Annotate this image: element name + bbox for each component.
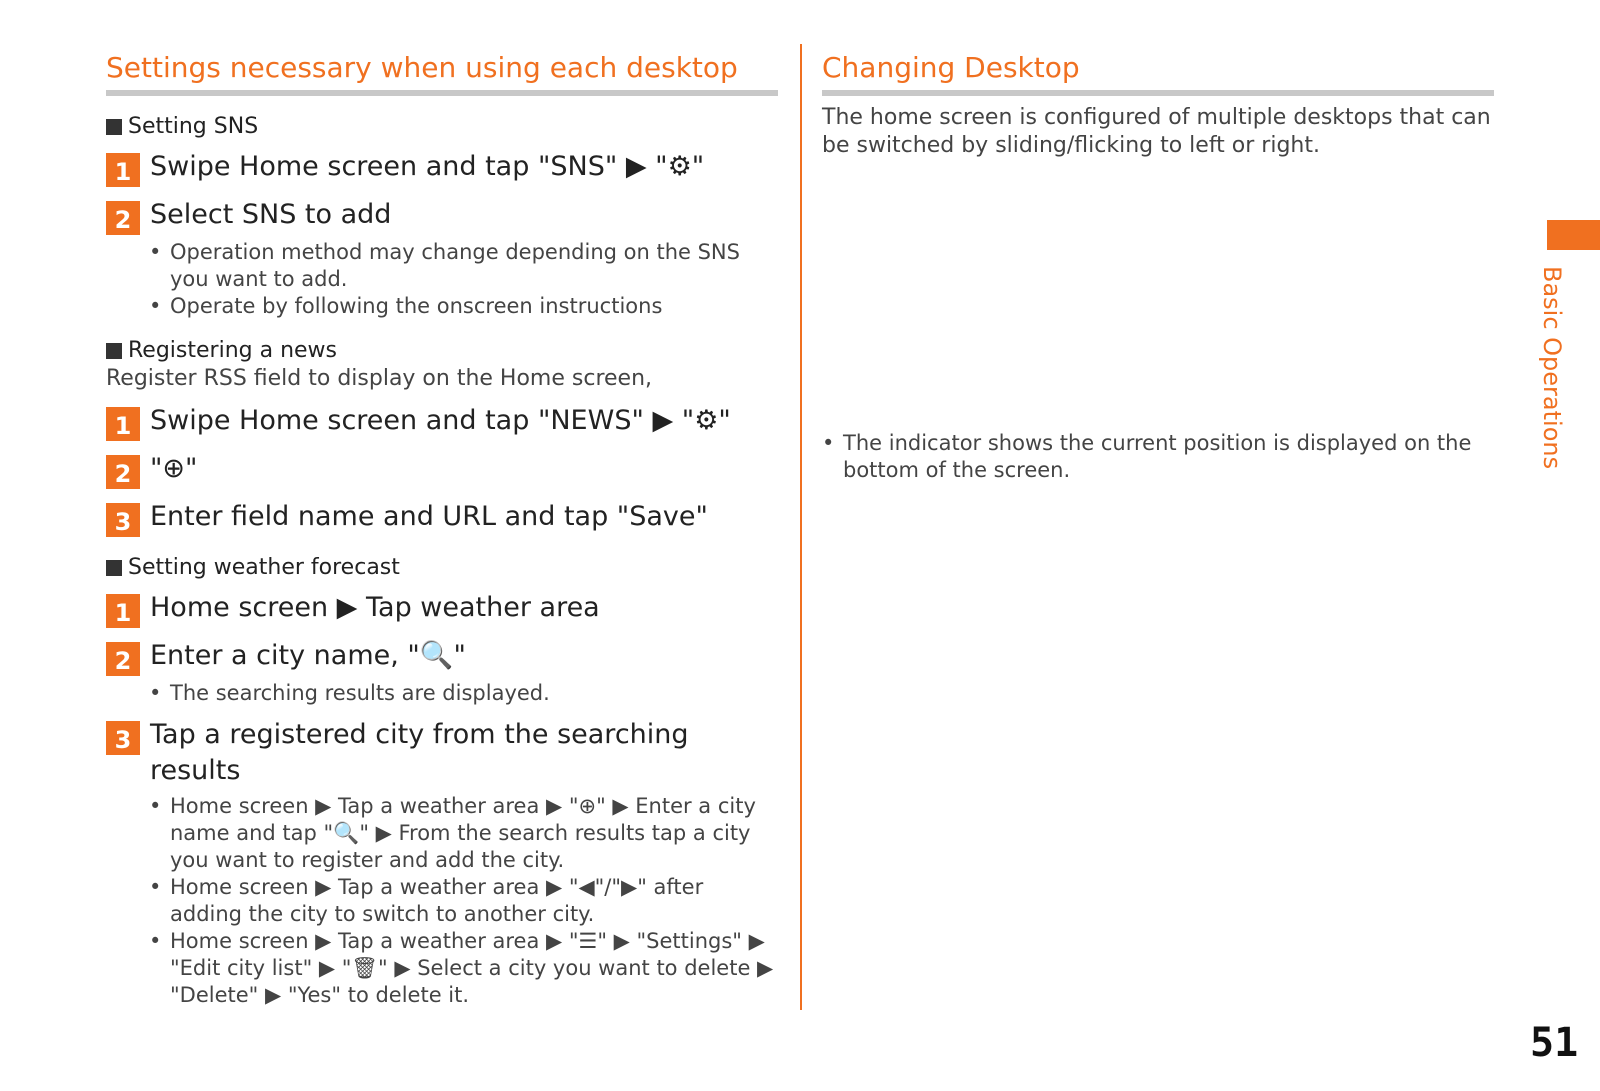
step-text: Enter field name and URL and tap "Save" xyxy=(150,501,708,532)
step-number: 3 xyxy=(106,503,140,537)
square-bullet-icon xyxy=(106,343,122,359)
subheading-news xyxy=(106,338,778,363)
step-text: Tap a registered city from the searching results xyxy=(150,719,689,786)
square-bullet-icon xyxy=(106,119,122,135)
step-number: 2 xyxy=(106,201,140,235)
list-item: • The indicator shows the current position is displayed on the bottom of the screen. xyxy=(822,430,1494,484)
square-bullet-icon xyxy=(106,560,122,576)
list-item: • Operate by following the onscreen instructions xyxy=(149,293,778,320)
subheading-sns xyxy=(106,114,778,139)
step-number: 2 xyxy=(106,455,140,489)
sns-step-1 xyxy=(106,149,778,187)
step-number: 3 xyxy=(106,721,140,755)
weather-step-2 xyxy=(106,638,778,676)
weather-step-3 xyxy=(106,717,778,789)
step-number: 2 xyxy=(106,642,140,676)
weather-step3-notes xyxy=(149,793,778,1009)
column-divider xyxy=(800,44,802,1010)
step-text: Select SNS to add xyxy=(150,199,392,230)
indicator-note xyxy=(822,430,1494,484)
step-number: 1 xyxy=(106,407,140,441)
sns-notes xyxy=(149,239,778,320)
weather-step-1 xyxy=(106,590,778,628)
step-number: 1 xyxy=(106,594,140,628)
sns-step-2 xyxy=(106,197,778,235)
weather-step2-notes xyxy=(149,680,778,707)
section-title-settings: Settings necessary when using each desktop xyxy=(106,48,778,96)
left-column xyxy=(106,48,778,1015)
list-item: • The searching results are displayed. xyxy=(149,680,778,707)
right-column xyxy=(822,48,1494,160)
news-step-1 xyxy=(106,403,778,441)
step-number: 1 xyxy=(106,153,140,187)
step-text: Swipe Home screen and tap "NEWS" ▶ "⚙" xyxy=(150,405,731,436)
news-step-3 xyxy=(106,499,778,537)
news-intro: Register RSS field to display on the Home screen, xyxy=(106,366,653,391)
chapter-label: Basic Operations xyxy=(1538,266,1566,470)
subheading-news-label: Registering a news xyxy=(128,338,337,363)
subheading-weather-label: Setting weather forecast xyxy=(128,555,400,580)
step-text: Enter a city name, "🔍" xyxy=(150,640,466,671)
changing-desktop-intro: The home screen is configured of multiple desktops that can be switched by sliding/flicking to left or right. xyxy=(822,105,1491,158)
list-item: • Home screen ▶ Tap a weather area ▶ "◀"/"▶" after adding the city to switch to another city. xyxy=(149,874,778,928)
step-text: Home screen ▶ Tap weather area xyxy=(150,592,600,623)
list-item: • Home screen ▶ Tap a weather area ▶ "⊕" ▶ Enter a city name and tap "🔍" ▶ From the search results tap a city you want to register and add the city. xyxy=(149,793,778,874)
step-text: "⊕" xyxy=(150,453,198,484)
list-item: • Operation method may change depending on the SNS you want to add. xyxy=(149,239,778,293)
chapter-tab-marker xyxy=(1547,220,1600,250)
section-title-changing-desktop: Changing Desktop xyxy=(822,48,1494,96)
page-number: 51 xyxy=(1530,1020,1579,1066)
step-text: Swipe Home screen and tap "SNS" ▶ "⚙" xyxy=(150,151,705,182)
subheading-weather xyxy=(106,555,778,580)
news-step-2 xyxy=(106,451,778,489)
list-item: • Home screen ▶ Tap a weather area ▶ "☰" ▶ "Settings" ▶ "Edit city list" ▶ "🗑" ▶ Select a city you want to delete ▶ "Delete" ▶ "Yes" to delete it. xyxy=(149,928,778,1009)
subheading-sns-label: Setting SNS xyxy=(128,114,259,139)
